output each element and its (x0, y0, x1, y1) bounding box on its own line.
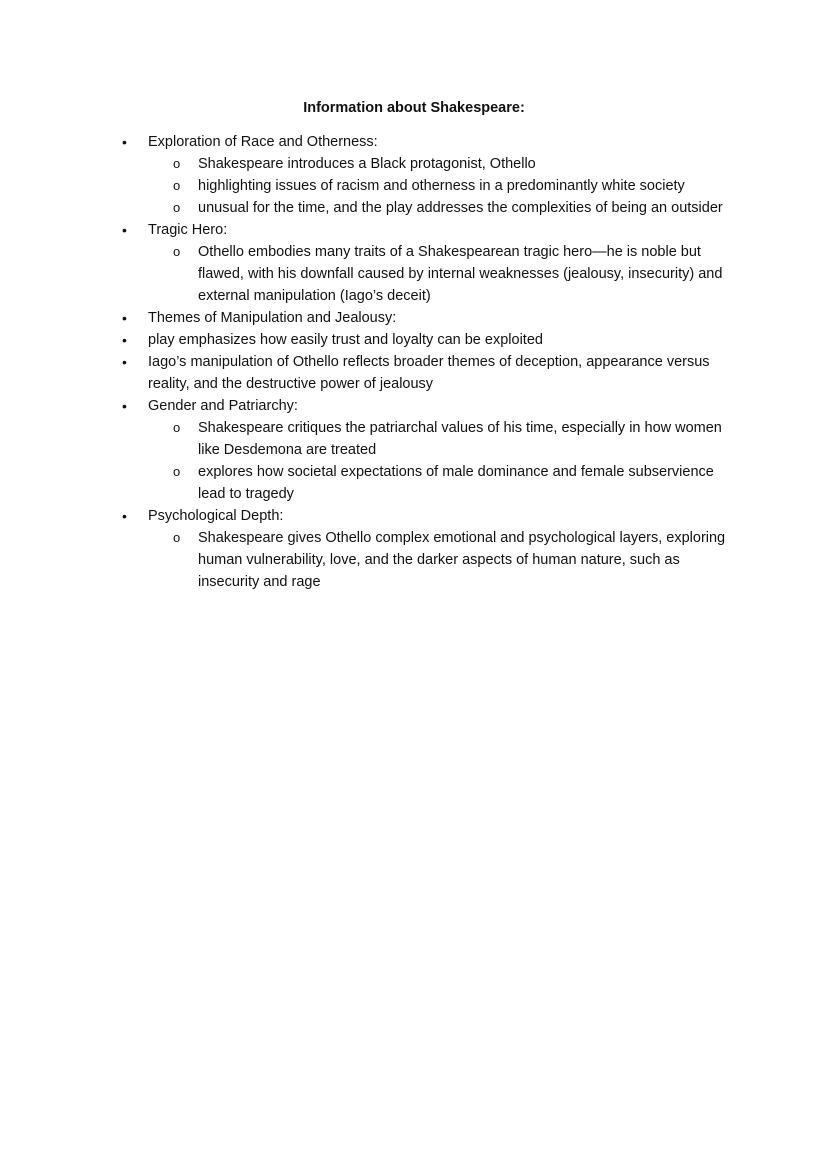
bullet-marker: • (122, 508, 127, 524)
document-title: Information about Shakespeare: (303, 100, 525, 116)
bullet-marker: • (122, 134, 127, 150)
sub-list-item (148, 417, 732, 461)
sub-list-item (148, 241, 732, 307)
bullet-marker: • (122, 310, 127, 326)
sub-list-item-text: explores how societal expectations of male dominance and female subservience lead to tragedy (198, 464, 714, 502)
sub-list-item (148, 175, 732, 197)
sub-list-item-text: unusual for the time, and the play addresses the complexities of being an outsider (198, 200, 723, 216)
bullet-marker: • (122, 332, 127, 348)
sub-list-item-text: Othello embodies many traits of a Shakespearean tragic hero—he is noble but flawed, with his downfall caused by internal weaknesses (jealousy, insecurity) and external manipulation (Iago’s deceit) (198, 244, 723, 304)
sub-bullet-marker: o (173, 178, 181, 193)
list-item (0, 395, 828, 505)
sub-list-item (148, 153, 732, 175)
list-item-text: Tragic Hero: (148, 222, 228, 238)
sub-list (148, 241, 732, 307)
sub-bullet-marker: o (173, 530, 181, 545)
list-item (0, 131, 828, 219)
bullet-marker: • (122, 354, 127, 370)
sub-bullet-marker: o (173, 200, 181, 215)
bullet-marker: • (122, 222, 127, 238)
sub-list (148, 527, 732, 593)
list-item-text: Themes of Manipulation and Jealousy: (148, 310, 397, 326)
sub-bullet-marker: o (173, 464, 181, 479)
sub-list (148, 153, 732, 219)
list-item (0, 219, 828, 307)
list-item (0, 505, 828, 593)
list-item (0, 351, 828, 395)
list-item-text: Exploration of Race and Otherness: (148, 134, 378, 150)
bullet-marker: • (122, 398, 127, 414)
sub-bullet-marker: o (173, 156, 181, 171)
sub-bullet-marker: o (173, 244, 181, 259)
sub-list-item-text: Shakespeare introduces a Black protagonist, Othello (198, 156, 536, 172)
sub-list-item (148, 461, 732, 505)
list-item-text: Iago’s manipulation of Othello reflects broader themes of deception, appearance versus reality, and the destructive power of jealousy (148, 354, 710, 392)
sub-list (148, 417, 732, 505)
list-item (0, 329, 828, 351)
list-item (0, 307, 828, 329)
sub-list-item-text: highlighting issues of racism and otherness in a predominantly white society (198, 178, 685, 194)
sub-list-item (148, 527, 732, 593)
list-item-text: Gender and Patriarchy: (148, 398, 298, 414)
sub-list-item-text: Shakespeare gives Othello complex emotional and psychological layers, exploring human vulnerability, love, and the darker aspects of human nature, such as insecurity and rage (198, 530, 726, 590)
list-item-text: Psychological Depth: (148, 508, 284, 524)
sub-list-item (148, 197, 732, 219)
bullet-list (0, 131, 828, 593)
list-item-text: play emphasizes how easily trust and loyalty can be exploited (148, 332, 543, 348)
sub-list-item-text: Shakespeare critiques the patriarchal values of his time, especially in how women like Desdemona are treated (198, 420, 722, 458)
sub-bullet-marker: o (173, 420, 181, 435)
